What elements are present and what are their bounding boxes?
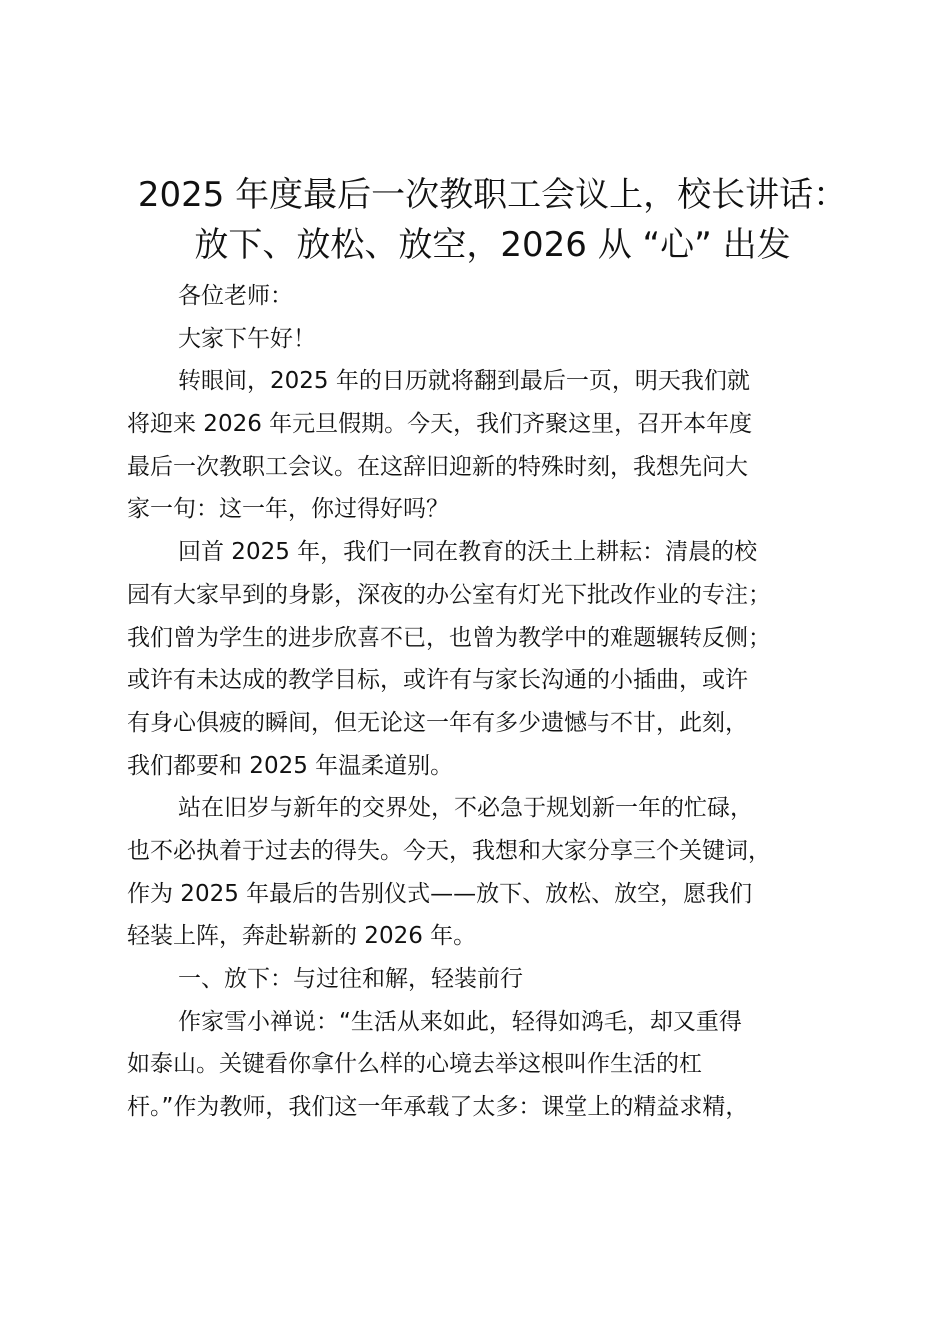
body-text-line: 如泰山。关键看你拿什么样的心境去举这根叫作生活的杠: [127, 1051, 702, 1078]
body-text-line: 大家下午好！: [178, 325, 316, 352]
body-text-line: 园有大家早到的身影，深夜的办公室有灯光下批改作业的专注；: [127, 581, 771, 608]
body-text-line: 各位老师：: [178, 283, 293, 309]
body-text-line: 作为 2025 年最后的告别仪式——放下、放松、放空，愿我们: [127, 880, 753, 907]
body-text-line: 家一句：这一年，你过得好吗？: [127, 496, 449, 523]
document-title: [120, 170, 865, 270]
body-text-line: 作家雪小禅说：“生活从来如此，轻得如鸿毛，却又重得: [178, 1008, 742, 1035]
body-text-line: 我们曾为学生的进步欣喜不已，也曾为教学中的难题辗转反侧；: [127, 624, 771, 651]
body-text-line: 也不必执着于过去的得失。今天，我想和大家分享三个关键词，: [127, 837, 771, 864]
body-text-line: 转眼间，2025 年的日历就将翻到最后一页，明天我们就: [178, 368, 750, 395]
body-text-line: 一、放下：与过往和解，轻装前行: [178, 966, 523, 992]
title-line-1: 2025 年度最后一次教职工会议上，校长讲话：: [137, 175, 848, 215]
body-text-line: 回首 2025 年，我们一同在教育的沃土上耕耘：清晨的校: [178, 539, 758, 566]
body-text-line: 站在旧岁与新年的交界处，不必急于规划新一年的忙碌，: [178, 795, 753, 822]
body-text-line: 有身心俱疲的瞬间，但无论这一年有多少遗憾与不甘，此刻，: [127, 709, 748, 736]
title-line-2: 放下、放松、放空，2026 从 “心” 出发: [194, 225, 791, 265]
body-text-line: 最后一次教职工会议。在这辞旧迎新的特殊时刻，我想先问大: [127, 453, 748, 480]
body-text-line: 我们都要和 2025 年温柔道别。: [127, 752, 454, 779]
body-text-line: 或许有未达成的教学目标，或许有与家长沟通的小插曲，或许: [127, 667, 748, 694]
body-text-line: 杆。”作为教师，我们这一年承载了太多：课堂上的精益求精，: [127, 1094, 749, 1121]
body-text-line: 将迎来 2026 年元旦假期。今天，我们齐聚这里，召开本年度: [127, 411, 753, 438]
document-body: [127, 275, 867, 1129]
body-text-line: 轻装上阵，奔赴崭新的 2026 年。: [127, 923, 477, 950]
